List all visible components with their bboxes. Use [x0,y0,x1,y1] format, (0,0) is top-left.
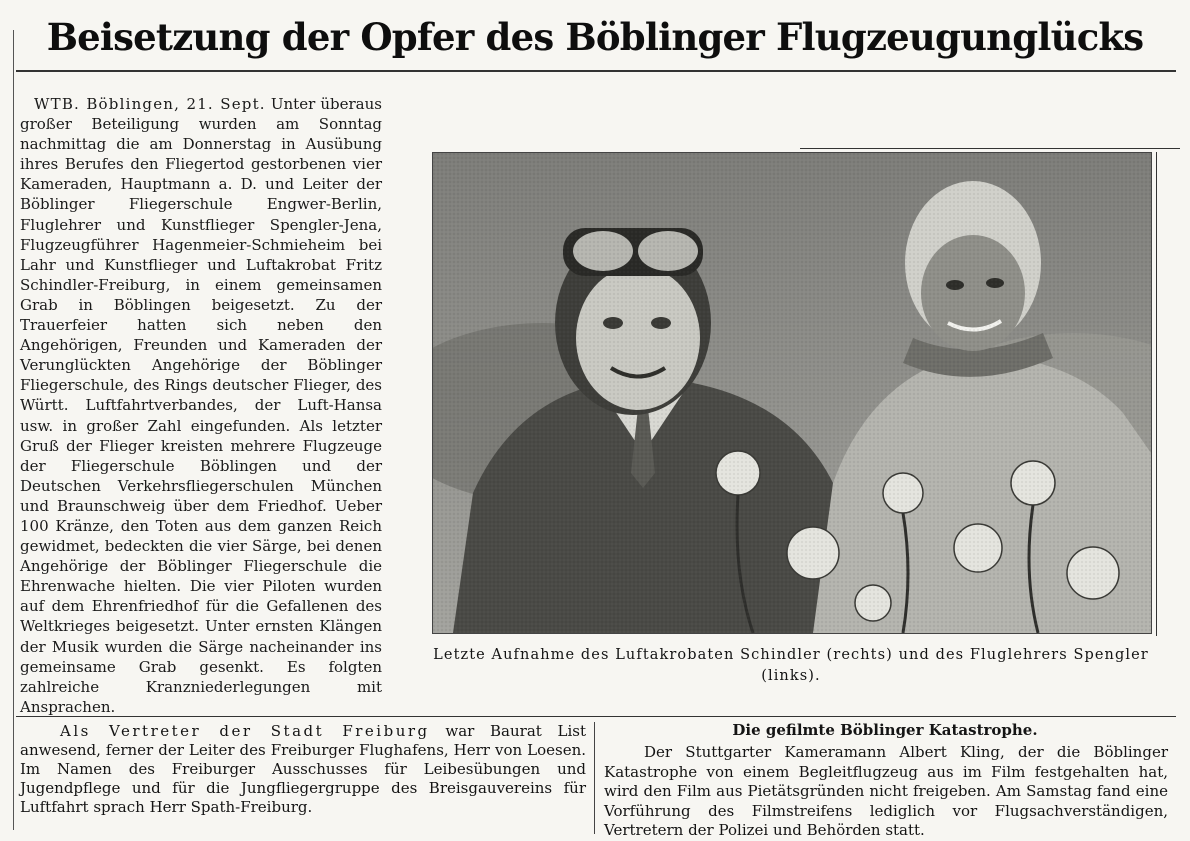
photo-illustration [433,153,1151,633]
news-photo [432,152,1152,634]
headline-rule [16,70,1176,72]
column-divider [594,722,595,834]
article-dateline: WTB. Böblingen, 21. Sept. [34,95,266,113]
photo-caption: Letzte Aufnahme des Luftakrobaten Schindler (rechts) und des Fluglehrers Spengler (links). [433,647,1149,684]
continuation-text: war Baurat List anwesend, ferner der Leiter des Freiburger Flughafens, Herr von Loesen. Im Namen des Freiburger Ausschusses für Leibesübungen und Jugendpflege und für die Jungfliegergruppe des Breisgauvereins für Luftfahrt sprach Herr Spath-Freiburg. [20,722,586,816]
article-body [20,94,382,717]
sidebar-article-title: Die gefilmte Böblinger Katastrophe. [732,721,1038,739]
section-rule [16,716,1176,717]
article-body-text: Unter überaus großer Beteiligung wurden am Sonntag nachmittag die am Donnerstag in Ausübung ihres Berufes den Fliegertod gestorbenen vier Kameraden, Hauptmann a. D. und Leiter der Böblinger Fliegerschule Engwer-Berlin, Fluglehrer und Kunstflieger Spengler-Jena, Flugzeugführer Hagenmeier-Schmieheim bei Lahr und Kunstflieger und Luftakrobat Fritz Schindler-Freiburg, in einem gemeinsamen Grab in Böblingen beigesetzt. Zu der Trauerfeier hatten sich neben den Angehörigen, Freunden und Kameraden der Verunglückten Angehörige der Böblinger Fliegerschule, des Rings deutscher Flieger, des Württ. Luftfahrtverbandes, der Luft-Hansa usw. in großer Zahl eingefunden. Als letzter Gruß der Flieger kreisten mehrere Flugzeuge der Fliegerschule Böblingen und der Deutschen Verkehrsfliegerschulen München und Braunschweig über dem Friedhof. Ueber 100 Kränze, den Toten aus dem ganzen Reich gewidmet, bedeckten die vier Särge, bei denen Angehörige der Böblinger Fliegerschule die Ehrenwache hielten. Die vier Piloten wurden auf dem Ehrenfriedhof für die Gefallenen des Weltkrieges beigesetzt. Unter ernsten Klängen der Musik wurden die Särge nacheinander ins gemeinsame Grab gesenkt. Es folgten zahlreiche Kranzniederlegungen mit Ansprachen. [20,95,382,716]
article-continuation [20,722,586,817]
photo-top-rule [800,148,1180,149]
page-edge-rule [13,30,14,830]
headline: Beisetzung der Opfer des Böblinger Flugzeugunglücks [46,15,1144,59]
photo-side-rule [1156,152,1157,636]
continuation-lead: Als Vertreter der Stadt Freiburg [60,722,430,740]
sidebar-article-body [604,743,1168,841]
sidebar-article-text: Der Stuttgarter Kameramann Albert Kling, der die Böblinger Katastrophe von einem Begleitflugzeug aus im Film festgehalten hat, wird den Film aus Pietätsgründen nicht freigeben. Am Samstag fand eine Vorführung des Filmstreifens lediglich vor Flugsachverständigen, Vertretern der Polizei und Behörden statt. [604,743,1168,839]
